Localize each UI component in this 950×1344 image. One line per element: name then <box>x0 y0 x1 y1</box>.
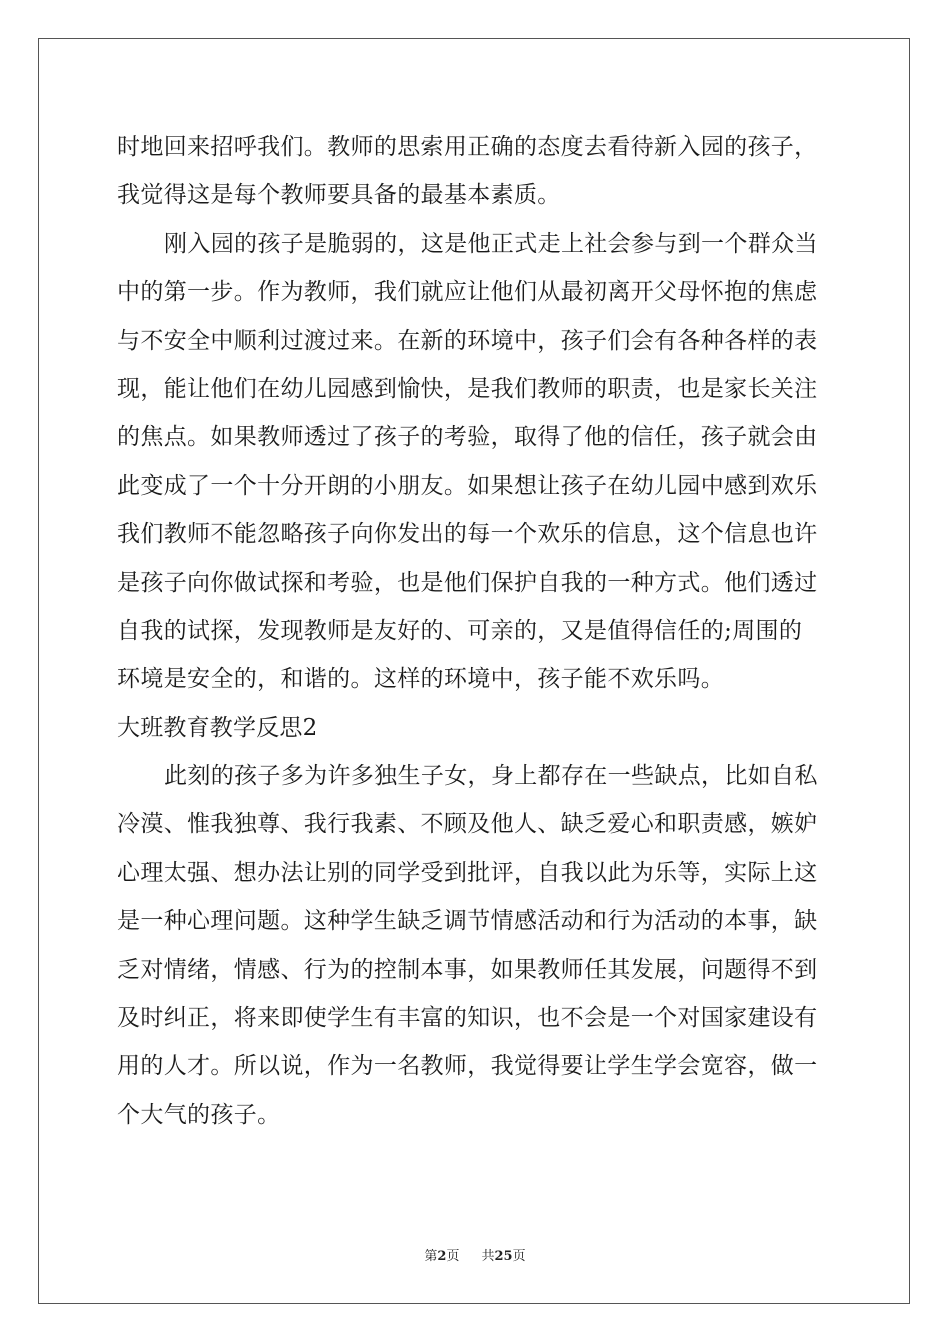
text-line: 时地回来招呼我们。教师的思索用正确的态度去看待新入园的孩子， <box>117 134 818 160</box>
text-line: 中的第一步。作为教师，我们就应让他们从最初离开父母怀抱的焦虑 <box>117 279 818 306</box>
page-prefix: 第 <box>424 1249 438 1264</box>
text-line: 环境是安全的，和谐的。这样的环境中，孩子能不欢乐吗。 <box>117 666 725 693</box>
text-line: 乏对情绪，情感、行为的控制本事，如果教师任其发展，问题得不到 <box>117 956 818 983</box>
paragraph-2 <box>117 220 837 704</box>
section-heading: 大班教育教学反思2 <box>117 714 318 741</box>
text-line: 我们教师不能忽略孩子向你发出的每一个欢乐的信息，这个信息也许 <box>117 521 818 548</box>
text-line: 此变成了一个十分开朗的小朋友。如果想让孩子在幼儿园中感到欢乐 <box>117 472 818 499</box>
text-line: 的焦点。如果教师透过了孩子的考验，取得了他的信任，孩子就会由 <box>117 424 818 451</box>
text-line: 是一种心理问题。这种学生缺乏调节情感活动和行为活动的本事，缺 <box>117 908 818 935</box>
text-line: 冷漠、惟我独尊、我行我素、不顾及他人、缺乏爱心和职责感，嫉妒 <box>117 811 818 838</box>
text-line: 心理太强、想办法让别的同学受到批评，自我以此为乐等，实际上这 <box>117 859 818 886</box>
page-unit: 页 <box>446 1249 460 1264</box>
text-line: 现，能让他们在幼儿园感到愉快，是我们教师的职责，也是家长关注 <box>117 375 818 402</box>
total-prefix: 共 <box>481 1249 495 1264</box>
page-footer <box>0 1249 950 1265</box>
paragraph-3 <box>117 752 837 1139</box>
text-line: 是孩子向你做试探和考验，也是他们保护自我的一种方式。他们透过 <box>117 569 818 596</box>
text-line: 与不安全中顺利过渡过来。在新的环境中，孩子们会有各种各样的表 <box>117 327 818 354</box>
text-line: 用的人才。所以说，作为一名教师，我觉得要让学生学会宽容，做一 <box>117 1053 818 1080</box>
paragraph-1 <box>117 123 837 220</box>
text-line: 及时纠正，将来即使学生有丰富的知识，也不会是一个对国家建设有 <box>117 1005 818 1032</box>
text-line: 我觉得这是每个教师要具备的最基本素质。 <box>117 182 561 209</box>
total-unit: 页 <box>512 1249 526 1264</box>
text-line: 此刻的孩子多为许多独生子女，身上都存在一些缺点，比如自私 <box>164 763 818 790</box>
document-body <box>117 123 837 1139</box>
text-line: 刚入园的孩子是脆弱的，这是他正式走上社会参与到一个群众当 <box>164 230 818 257</box>
text-line: 个大气的孩子。 <box>117 1101 281 1128</box>
page-number: 2 <box>437 1249 447 1264</box>
text-line: 自我的试探，发现教师是友好的、可亲的，又是值得信任的;周围的 <box>117 617 803 644</box>
total-pages: 25 <box>494 1249 513 1264</box>
